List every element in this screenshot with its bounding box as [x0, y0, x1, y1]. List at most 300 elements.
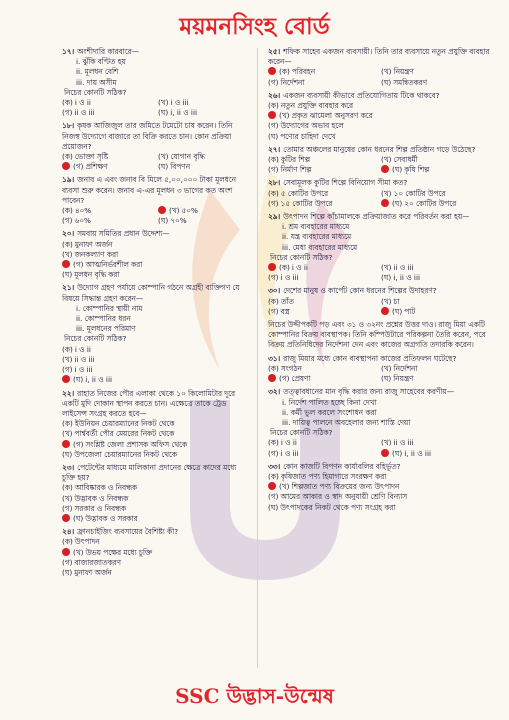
answer-option — [62, 450, 250, 460]
answer-option — [62, 206, 154, 216]
option-text: ৪০% — [74, 206, 92, 216]
question-block — [268, 178, 490, 209]
option-label: (গ) — [268, 198, 279, 208]
option-label: (খ) — [62, 493, 73, 503]
question-text — [62, 283, 250, 303]
answer-option — [381, 374, 490, 384]
marked-answer-dot — [381, 165, 389, 173]
option-text: মুনাফা অর্জন — [74, 567, 112, 577]
question-number: ৩১। — [268, 353, 281, 363]
answer-option — [268, 132, 490, 142]
options-list — [268, 189, 490, 209]
answer-option — [268, 199, 377, 209]
question-number: ২৬। — [268, 90, 281, 100]
answer-option — [268, 67, 377, 77]
option-label: (খ) — [62, 354, 73, 364]
question-block — [62, 527, 250, 578]
statement-item: ii. যন্ত্র ব্যবহারের মাধ্যমে — [282, 232, 352, 242]
option-text: i ও iii — [74, 365, 93, 375]
answer-option — [268, 297, 377, 307]
option-text: তাঁত — [280, 296, 294, 306]
marked-answer-dot — [158, 206, 166, 214]
option-text: i, ii ও iii — [85, 375, 113, 385]
question-text — [268, 91, 490, 101]
answer-option — [268, 78, 377, 88]
question-stem: জনাব এ এবং জনাব বি মিলে ৫,০০,০০০ টাকা মূলধনে ব্যবসা শুরু করেন। জনাব এ-এর মূলধন ৩ ভাগের কত অংশ পাবেন? — [62, 175, 237, 205]
option-label: (ঘ) — [268, 131, 279, 141]
option-label: (গ) — [268, 448, 279, 458]
marked-answer-dot — [268, 263, 276, 271]
question-block — [268, 462, 490, 513]
answer-option — [268, 472, 490, 482]
marked-answer-dot — [381, 199, 389, 207]
question-block — [268, 145, 490, 176]
options-list — [62, 419, 250, 460]
option-text: ৬০% — [74, 216, 91, 226]
option-label: (খ) — [381, 296, 392, 306]
question-stem: উদ্যোগ গ্রহণ পর্যায়ে কোম্পানি গঠনে অগ্রহী ব্যক্তিগণ যে বিষয়ে সিদ্ধান্ত গ্রহণ করেন— — [62, 283, 240, 303]
option-text: i ও iii — [280, 448, 299, 458]
right-question-column — [268, 47, 490, 516]
question-block — [268, 47, 490, 88]
answer-option — [62, 108, 154, 118]
option-label: (গ) — [62, 503, 73, 513]
option-label: (খ) — [279, 482, 290, 492]
options-list — [268, 297, 490, 317]
answer-option — [381, 364, 490, 374]
option-text: মুনাফা অর্জন — [74, 239, 113, 249]
option-label: (ক) — [62, 206, 73, 216]
option-text: i ও ii — [74, 98, 91, 108]
options-list — [268, 364, 490, 384]
question-block — [62, 47, 250, 118]
question-number: ২২। — [62, 388, 75, 398]
question-text — [62, 463, 250, 483]
answer-option — [268, 273, 377, 283]
question-text — [268, 178, 490, 188]
question-text — [268, 212, 490, 222]
option-label: (ক) — [279, 67, 290, 77]
option-label: (ঘ) — [73, 375, 84, 385]
option-label: (ঘ) — [381, 374, 392, 384]
options-list — [62, 206, 250, 226]
option-label: (ঘ) — [158, 108, 169, 118]
answer-option — [62, 429, 250, 439]
question-stem: সেবামূলক কুটির শিল্পে বিনিয়োগ সীমা কত? — [283, 178, 408, 188]
question-block — [62, 121, 250, 172]
question-stem: পেটেন্টের মাধ্যমে মালিকানা প্রদানের ক্ষেত্রে কাদের মধ্যে চুক্তি হয়? — [62, 462, 237, 483]
column-divider — [257, 48, 258, 668]
option-text: ii ও iii — [74, 108, 95, 118]
question-stem: তোমার অঞ্চলের মানুষের কোন ধরনের শিল্প প্রতিষ্ঠান গড়ে উঠেছে? — [283, 144, 476, 154]
option-label: (খ) — [381, 188, 392, 198]
answer-option — [268, 101, 490, 111]
option-text: ii ও iii — [393, 263, 414, 273]
option-text: i, ii ও iii — [170, 108, 198, 118]
marked-answer-dot — [381, 449, 389, 457]
question-stem: শফিক সাহেব একজন ব্যবসায়ী। তিনি তার ব্যবসায়ে নতুন প্রযুক্তি ব্যবহার করেন— — [268, 47, 490, 67]
question-text — [268, 387, 490, 397]
question-text — [62, 47, 250, 57]
options-list — [62, 98, 250, 118]
option-label: (ঘ) — [392, 448, 403, 458]
option-label: (গ) — [62, 365, 73, 375]
option-text: ১৫ কোটির উপরে — [280, 198, 333, 208]
option-label: (ঘ) — [62, 270, 73, 280]
answer-option — [62, 375, 250, 385]
question-prompt: নিচের কোনটি সঠিক? — [270, 428, 333, 438]
option-text: আবিষ্কারক ও নিবন্ধক — [74, 483, 137, 493]
answer-option — [62, 537, 250, 547]
answer-option — [268, 155, 377, 165]
answer-option — [62, 514, 250, 524]
question-number: ৩০। — [268, 286, 281, 296]
question-number: ২৪। — [62, 527, 75, 537]
option-text: সরকার ও নিবন্ধক — [74, 503, 126, 513]
option-text: সংগঠন — [280, 363, 302, 373]
option-text: প্রেষণা — [291, 374, 311, 384]
answer-option — [268, 111, 490, 121]
answer-option — [268, 492, 490, 502]
option-label: (গ) — [62, 557, 73, 567]
question-number: ১৮। — [62, 121, 75, 131]
answer-option — [381, 165, 490, 175]
option-label: (ক) — [268, 296, 279, 306]
question-stem: কোন কাজটি বিপণন কার্যাবলির বহির্ভূত? — [283, 461, 401, 471]
option-text: সেবাধর্মী — [393, 155, 418, 165]
answer-option — [158, 108, 250, 118]
option-label: (খ) — [169, 206, 180, 216]
question-block — [62, 283, 250, 385]
answer-option — [381, 307, 490, 317]
option-text: উৎপাদকের নিকট থেকে পণ্য সংগ্রহ করা — [280, 502, 396, 512]
answer-option — [381, 273, 490, 283]
question-number: ২৫। — [268, 47, 281, 56]
answer-option — [158, 162, 250, 172]
option-label: (ঘ) — [392, 198, 403, 208]
statement-item: iii. মেধা ব্যবহারের মাধ্যমে — [282, 242, 358, 252]
option-text: কৃষিজাত পণ্য হিমাগারে সংরক্ষণ করা — [280, 471, 387, 481]
option-label: (গ) — [268, 273, 279, 283]
answer-option — [62, 483, 250, 493]
option-text: ৫০% — [181, 206, 198, 216]
answer-option — [268, 374, 377, 384]
answer-option — [381, 155, 490, 165]
answer-option — [381, 263, 490, 273]
statement-item: iii. দায়িত্ব পালনে অবহেলার জন্য শাস্তি দেয়া — [282, 417, 411, 427]
option-text: মূলধন বৃদ্ধি করা — [74, 270, 120, 280]
option-text: শিল্পজাত পণ্য বিক্রয়ের জন্য উৎপাদন — [291, 482, 400, 492]
option-label: (ক) — [62, 537, 73, 547]
statement-item: iii. দায় অসীম — [76, 77, 117, 87]
option-text: i ও iii — [280, 273, 299, 283]
footer-title: SSC উদ্ভাস-উন্মেষ — [175, 684, 334, 708]
answer-option — [268, 364, 377, 374]
option-text: চা — [393, 296, 400, 306]
option-label: (গ) — [268, 121, 279, 131]
question-stem: তত্ত্বাবধানের মান বৃদ্ধি করার জন্য রাজু সাহেবের করণীয়— — [283, 387, 455, 397]
option-text: ১০ কোটির উপরে — [393, 188, 446, 198]
option-text: ii ও iii — [74, 354, 95, 364]
option-text: কুটির শিল্প — [280, 155, 310, 165]
page-title: ময়মনসিংহ বোর্ড — [179, 13, 330, 40]
statement-item: ii. কর্মী ভুল করলে সংশোধন করা — [282, 407, 377, 417]
option-text: উপজেলা চেয়ারম্যানের নিকট থেকে — [74, 449, 177, 459]
option-label: (খ) — [62, 249, 73, 259]
marked-answer-dot — [268, 482, 276, 490]
options-list — [268, 263, 490, 283]
options-list — [62, 345, 250, 386]
answer-option — [268, 438, 377, 448]
option-text: উদ্ভাবক ও নিবন্ধক — [74, 493, 129, 503]
options-list — [268, 438, 490, 458]
answer-option — [158, 98, 250, 108]
question-block — [268, 212, 490, 283]
option-text: ভোক্তা সৃষ্টি — [74, 152, 109, 162]
question-number: ২৭। — [268, 144, 281, 154]
option-label: (খ) — [381, 438, 392, 448]
options-list — [268, 67, 490, 87]
statement-item: i. ঝুঁকি বণ্টিত হয় — [76, 57, 126, 67]
option-label: (গ) — [73, 439, 84, 449]
option-text: যোগান বৃদ্ধি — [170, 152, 205, 162]
answer-option — [381, 67, 490, 77]
question-text — [62, 175, 250, 206]
option-label: (গ) — [268, 492, 279, 502]
statement-item: iii. মূলধনের পরিমাণ — [76, 324, 136, 334]
answer-option — [158, 216, 250, 226]
option-text: ইউনিয়ন চেয়ারম্যানের নিকট থেকে — [74, 419, 175, 429]
question-text — [268, 462, 490, 472]
option-label: (খ) — [279, 111, 290, 121]
question-text — [268, 320, 490, 351]
option-text: i ও ii — [291, 263, 308, 273]
option-text: সংশ্লিষ্ট জেলা প্রশাসক অফিস থেকে — [85, 439, 188, 449]
option-label: (গ) — [268, 306, 279, 316]
answer-option — [62, 270, 250, 280]
question-number: ১৯। — [62, 175, 75, 185]
question-number: ২১। — [62, 283, 75, 293]
question-prompt: নিচের কোনটি সঠিক? — [270, 252, 333, 262]
option-label: (খ) — [381, 155, 392, 165]
question-stem: রাজু মিয়ার মধ্যে কোন ব্যবস্থাপনা কাজের প্রতিফলন ঘটেছে? — [283, 353, 457, 363]
option-label: (ঘ) — [392, 165, 403, 175]
answer-option — [62, 419, 250, 429]
option-label: (ক) — [268, 155, 279, 165]
option-text: উদ্যোগের অভাব হলে — [280, 121, 344, 131]
statement-item: ii. কোম্পানির ধরন — [76, 314, 131, 324]
option-label: (ক) — [268, 363, 279, 373]
option-label: (ক) — [62, 98, 73, 108]
option-label: (ক) — [62, 419, 73, 429]
option-text: নিয়ন্ত্রণ — [393, 67, 414, 77]
answer-option — [62, 250, 250, 260]
marked-answer-dot — [62, 548, 70, 556]
option-label: (খ) — [381, 363, 392, 373]
option-text: ৫ কোটির উপরে — [280, 188, 329, 198]
answer-option — [268, 165, 377, 175]
answer-option — [62, 548, 250, 558]
option-label: (গ) — [73, 162, 84, 172]
question-number: ৩৩। — [268, 461, 281, 471]
question-block — [268, 387, 490, 458]
question-stem: নিচের উদ্দীপকটি পড় এবং ৩১ ও ৩২নং প্রশ্নের উত্তর দাও। রাজু মিয়া একটি কোম্পানির বিক্রয় ব্যবস্থাপক। তিনি কম্পিউটারে পরিকল্পনা তৈরি করেন, পরে বিক্রয় প্রতিনিধিদের নির্দেশনা দেন এবং কাজের অগ্রগতি তদারকি করেন। — [268, 320, 486, 350]
question-stem: অংশীদারি কারবারে— — [77, 47, 139, 56]
question-number: ২০। — [62, 229, 75, 239]
option-label: (গ) — [73, 260, 84, 270]
option-label: (খ) — [158, 152, 169, 162]
marked-answer-dot — [381, 307, 389, 315]
question-number: ২৩। — [62, 462, 75, 472]
marked-answer-dot — [268, 374, 276, 382]
answer-option — [62, 568, 250, 578]
question-stem: ফ্রানচাইজিং ব্যবসায়ের বৈশিষ্ট্য কী? — [77, 527, 179, 537]
question-block — [62, 389, 250, 460]
answer-option — [62, 355, 250, 365]
answer-option — [381, 449, 490, 459]
option-label: (ক) — [268, 471, 279, 481]
option-text: উদ্ভাবক ও সরকার — [85, 513, 138, 523]
answer-option — [62, 216, 154, 226]
statement-item: i. কোম্পানির স্থায়ী নাম — [76, 303, 143, 313]
option-text: বিপণন — [170, 162, 191, 172]
option-label: (ক) — [62, 483, 73, 493]
answer-option — [381, 438, 490, 448]
option-label: (ক) — [268, 101, 279, 111]
options-list — [268, 101, 490, 142]
marked-answer-dot — [268, 111, 276, 119]
marked-answer-dot — [62, 162, 70, 170]
question-block — [62, 175, 250, 226]
question-block — [268, 91, 490, 142]
question-number: ৩২। — [268, 387, 281, 397]
answer-option — [62, 152, 154, 162]
option-label: (খ) — [381, 67, 392, 77]
question-stem: সমবায় সমিতির প্রধান উদ্দেশ্য— — [77, 229, 170, 239]
option-label: (গ) — [62, 216, 73, 226]
option-text: নিয়ন্ত্রণ — [393, 374, 414, 384]
question-block — [268, 354, 490, 385]
option-label: (গ) — [62, 108, 73, 118]
options-list — [62, 152, 250, 172]
option-label: (ক) — [279, 263, 290, 273]
options-list — [268, 155, 490, 175]
answer-option — [381, 78, 490, 88]
question-stem: দেশের মানুষ ও কার্পেট কোন ধরনের শিল্পের উদাহরণ? — [283, 286, 437, 296]
option-text: i, ii ও iii — [404, 448, 432, 458]
option-label: (ক) — [62, 239, 73, 249]
question-block — [268, 286, 490, 317]
question-text — [268, 354, 490, 364]
option-text: উৎপাদন — [74, 537, 100, 547]
option-label: (ঘ) — [158, 162, 169, 172]
option-label: (ঘ) — [392, 306, 403, 316]
answer-option — [62, 365, 250, 375]
option-label: (খ) — [73, 547, 84, 557]
option-text: জনকল্যাণ করা — [74, 249, 119, 259]
answer-option — [62, 98, 154, 108]
marked-answer-dot — [268, 67, 276, 75]
option-label: (খ) — [62, 429, 73, 439]
statement-item: i. নির্দেশ পালিত হচ্ছে কিনা দেখা — [282, 397, 377, 407]
question-text — [268, 286, 490, 296]
options-list — [62, 483, 250, 524]
option-text: ii ও iii — [393, 438, 414, 448]
option-label: (ঘ) — [381, 77, 392, 87]
question-stem: উৎপাদন শিল্পে কাঁচামালকে প্রক্রিয়াজাত করে পরিবর্তন করা হয়— — [283, 212, 470, 222]
option-text: নির্দেশনা — [393, 363, 418, 373]
option-text: পরিবহন — [291, 67, 316, 77]
answer-option — [158, 206, 250, 216]
option-text: পণ্যের চাহিদা দেখে — [280, 131, 336, 141]
option-label: (ঘ) — [73, 513, 84, 523]
option-label: (ঘ) — [62, 449, 73, 459]
option-text: উভয় পক্ষের মধ্যে চুক্তি — [85, 547, 152, 557]
answer-option — [158, 152, 250, 162]
option-text: প্রকৃত ঝামেলা অনুসরণ করে — [291, 111, 373, 121]
question-number: ২৯। — [268, 212, 281, 222]
option-label: (ক) — [62, 344, 73, 354]
options-list — [268, 472, 490, 513]
question-text — [268, 145, 490, 155]
answer-option — [62, 162, 154, 172]
option-label: (ঘ) — [381, 273, 392, 283]
option-label: (গ) — [268, 165, 279, 175]
option-text: বাজারজাতকরণ — [74, 557, 121, 567]
option-label: (ঘ) — [158, 216, 169, 226]
answer-option — [62, 440, 250, 450]
option-label: (গ) — [268, 77, 279, 87]
option-text: সমন্বিতকরণ — [393, 77, 428, 87]
answer-option — [62, 260, 250, 270]
option-text: পার্শ্ববর্তী পৌর মেয়রের নিকট থেকে — [74, 429, 175, 439]
option-text: বস্ত্র — [280, 306, 290, 316]
statement-item: i. শ্রম ব্যবহারের মাধ্যমে — [282, 222, 350, 232]
question-stem: রাহাত নিজের পৌর এলাকা থেকে ১০ কিলোমিটার দূরে একটি মুদি দোকান স্থাপন করতে চান। এক্ষেত্রে তাকে ট্রেড লাইসেন্স সংগ্রহ করতে হবে— — [62, 388, 236, 418]
question-text — [62, 229, 250, 239]
answer-option — [381, 297, 490, 307]
question-prompt: নিচের কোনটি সঠিক? — [64, 334, 127, 344]
option-text: ৭০% — [170, 216, 187, 226]
answer-option — [268, 307, 377, 317]
answer-option — [268, 482, 490, 492]
answer-option — [62, 494, 250, 504]
options-list — [62, 537, 250, 578]
options-list — [62, 240, 250, 281]
answer-option — [62, 240, 250, 250]
question-text — [62, 527, 250, 537]
option-label: (ঘ) — [268, 502, 279, 512]
option-text: আমের আকার ও স্বাদ অনুযায়ী শ্রেণি বিন্যাস — [280, 492, 408, 502]
answer-option — [268, 121, 490, 131]
option-text: i, ii ও iii — [393, 273, 421, 283]
question-stem: কৃষক আজিজুল তার জমিতে টমেটো চাষ করেন। তিনি নিজস্ব উদ্যোগে বাজারে তা বিক্রি করতে চান। কোন প্রক্রিয়া প্রয়োজন? — [62, 121, 233, 151]
option-text: i ও ii — [74, 344, 91, 354]
answer-option — [268, 263, 377, 273]
option-label: (গ) — [279, 374, 290, 384]
statement-item: ii. মূলধন বেশি — [76, 67, 119, 77]
option-text: ২০ কোটির উপরে — [404, 198, 457, 208]
question-stem: একজন ব্যবসায়ী কীভাবে প্রতিযোগিতায় টিকে থাকবে? — [283, 90, 440, 100]
answer-option — [268, 189, 377, 199]
option-text: নতুন প্রযুক্তি ব্যবহার করে — [280, 101, 354, 111]
question-number: ২৮। — [268, 178, 281, 188]
option-label: (ক) — [268, 438, 279, 448]
marked-answer-dot — [62, 440, 70, 448]
option-text: নির্দেশনা — [280, 77, 305, 87]
marked-answer-dot — [62, 260, 70, 268]
marked-answer-dot — [62, 375, 70, 383]
